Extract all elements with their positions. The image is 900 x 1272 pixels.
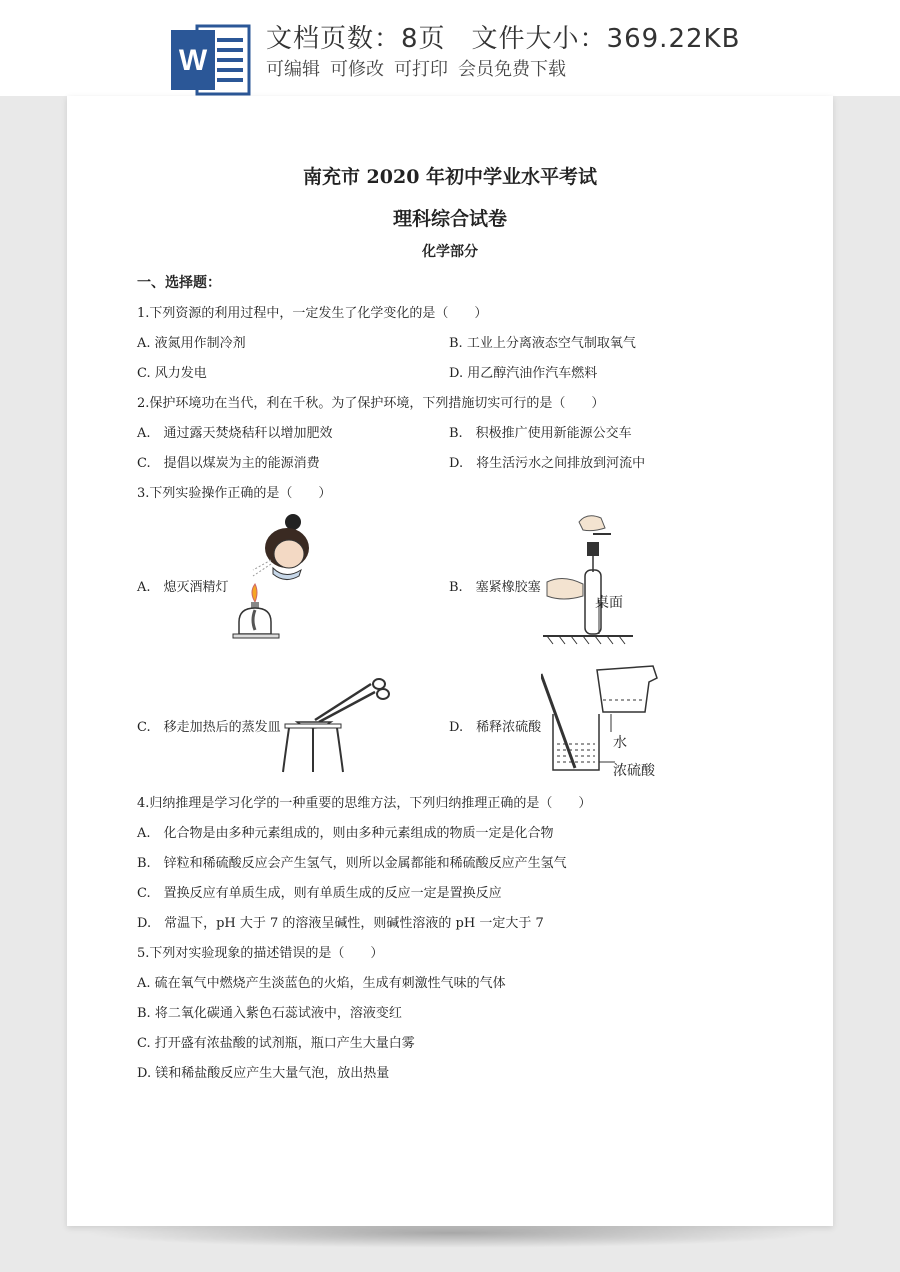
question-stem: 4.归纳推理是学习化学的一种重要的思维方法，下列归纳推理正确的是（ ） bbox=[137, 796, 592, 811]
question-stem: 3.下列实验操作正确的是（ ） bbox=[137, 486, 332, 501]
option-a: A. 熄灭酒精灯 bbox=[137, 580, 229, 595]
option-a: A. 化合物是由多种元素组成的，则由多种元素组成的物质一定是化合物 bbox=[137, 826, 554, 841]
option-d: D. 将生活污水之间排放到河流中 bbox=[449, 456, 646, 471]
option-d: D. 镁和稀盐酸反应产生大量气泡，放出热量 bbox=[137, 1066, 390, 1081]
option-c: C. 打开盛有浓盐酸的试剂瓶，瓶口产生大量白雾 bbox=[137, 1036, 415, 1051]
option-d: D. 常温下，pH 大于 7 的溶液呈碱性，则碱性溶液的 pH 一定大于 7 bbox=[137, 916, 544, 931]
option-c: C. 置换反应有单质生成，则有单质生成的反应一定是置换反应 bbox=[137, 886, 502, 901]
figure-rubber-stopper bbox=[543, 512, 663, 646]
page-count: 文档页数：8页 bbox=[266, 24, 446, 54]
desk-label: 桌面 bbox=[595, 595, 623, 611]
option-a: A. 通过露天焚烧秸秆以增加肥效 bbox=[137, 426, 333, 441]
option-b: B. 积极推广使用新能源公交车 bbox=[449, 426, 632, 441]
file-size: 文件大小：369.22KB bbox=[471, 24, 741, 54]
document-page bbox=[67, 96, 833, 1226]
svg-text:W: W bbox=[178, 44, 208, 77]
acid-label: 浓硫酸 bbox=[613, 763, 655, 779]
option-b: B. 工业上分离液态空气制取氧气 bbox=[449, 336, 636, 351]
option-d: D. 用乙醇汽油作汽车燃料 bbox=[449, 366, 598, 381]
option-c: C. 提倡以煤炭为主的能源消费 bbox=[137, 456, 320, 471]
feature-modifiable: 可修改 bbox=[330, 59, 384, 80]
option-d: D. 稀释浓硫酸 bbox=[449, 720, 542, 735]
option-b: B. 塞紧橡胶塞 bbox=[449, 580, 541, 595]
water-label: 水 bbox=[613, 735, 627, 751]
section-heading: 一、选择题： bbox=[137, 275, 221, 291]
feature-editable: 可编辑 bbox=[266, 59, 320, 80]
feature-printable: 可打印 bbox=[394, 59, 448, 80]
figure-evaporating-dish bbox=[279, 676, 391, 776]
question-stem: 2.保护环境功在当代，利在千秋。为了保护环境，下列措施切实可行的是（ ） bbox=[137, 396, 605, 411]
option-b: B. 将二氧化碳通入紫色石蕊试液中，溶液变红 bbox=[137, 1006, 402, 1021]
word-doc-icon bbox=[171, 22, 251, 96]
doc-meta-primary bbox=[266, 18, 740, 55]
option-c: C. 风力发电 bbox=[137, 366, 207, 381]
question-stem: 1.下列资源的利用过程中，一定发生了化学变化的是（ ） bbox=[137, 306, 488, 321]
option-a: A. 硫在氧气中燃烧产生淡蓝色的火焰，生成有刺激性气味的气体 bbox=[137, 976, 506, 991]
option-a: A. 液氮用作制冷剂 bbox=[137, 336, 246, 351]
feature-member-download: 会员免费下载 bbox=[458, 59, 566, 80]
option-b: B. 锌粒和稀硫酸反应会产生氢气，则所以金属都能和稀硫酸反应产生氢气 bbox=[137, 856, 567, 871]
figure-blow-out-lamp bbox=[225, 510, 317, 646]
exam-title: 南充市 2020 年初中学业水平考试 bbox=[302, 166, 598, 188]
exam-part: 化学部分 bbox=[422, 244, 478, 260]
option-c: C. 移走加热后的蒸发皿 bbox=[137, 720, 281, 735]
exam-subtitle: 理科综合试卷 bbox=[392, 208, 507, 230]
download-banner bbox=[0, 0, 900, 96]
doc-meta-features bbox=[266, 55, 576, 81]
question-stem: 5.下列对实验现象的描述错误的是（ ） bbox=[137, 946, 384, 961]
